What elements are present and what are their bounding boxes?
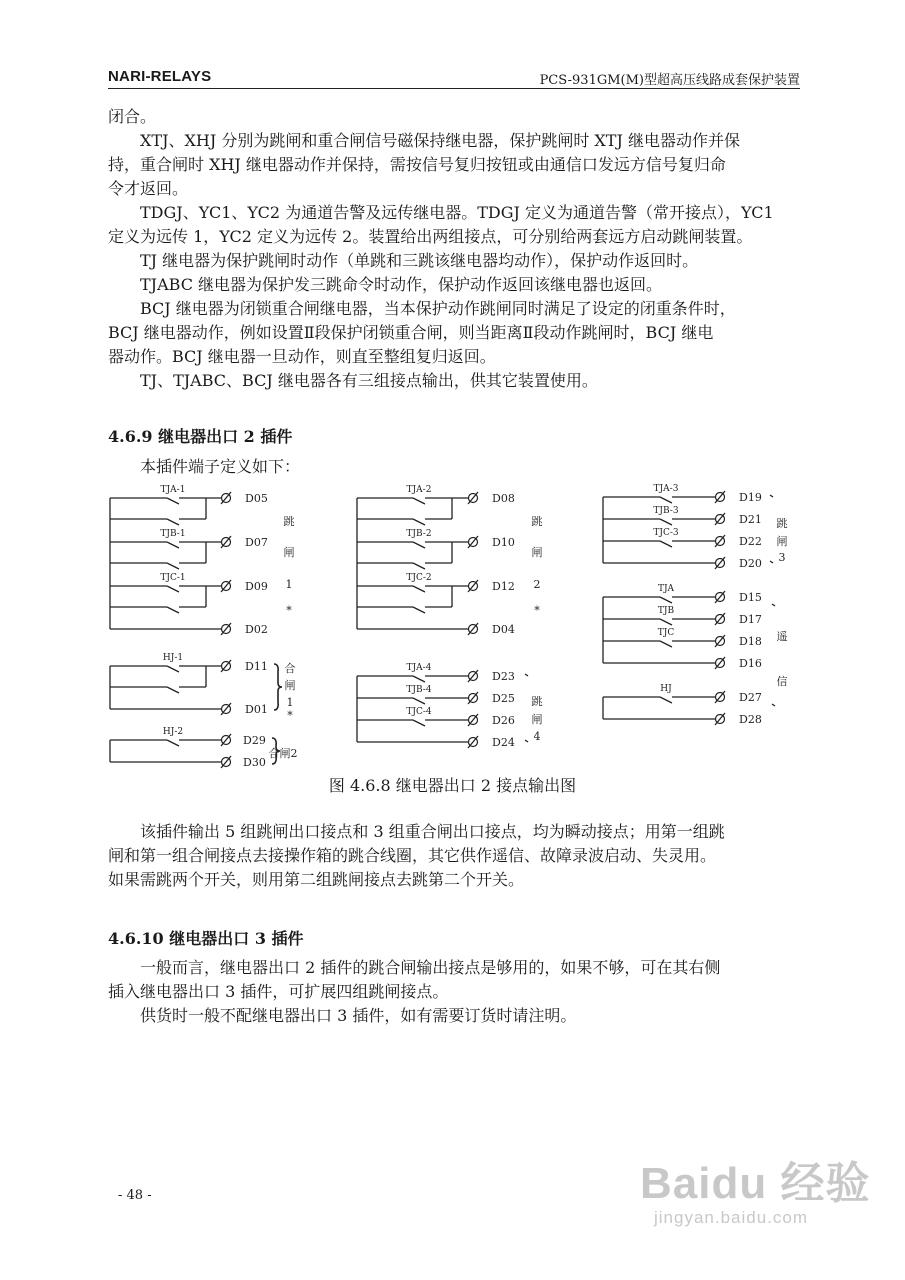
contact-blade — [413, 676, 425, 682]
common-terminal-label: D30 — [243, 756, 266, 769]
paragraph-line: 该插件输出 5 组跳闸出口接点和 3 组重合闸出口接点，均为瞬动接点；用第一组跳 — [140, 822, 725, 841]
contact-blade — [413, 720, 425, 726]
watermark-brand: Baidu 经验 — [640, 1159, 871, 1208]
terminal-label: D11 — [245, 660, 268, 673]
contact-blade — [660, 697, 672, 703]
group-side-label: 信 — [776, 675, 788, 688]
group-side-label: 1 — [286, 696, 294, 709]
terminal-label: D07 — [245, 536, 268, 549]
paragraph-line: 器动作。BCJ 继电器一旦动作，则直至整组复归返回。 — [108, 347, 496, 366]
group-side-label: 4 — [533, 730, 541, 743]
group-side-label: 2 — [533, 578, 541, 591]
group-side-label: * — [286, 604, 292, 617]
group-side-label: 合闸2 — [268, 747, 298, 760]
paragraph-line: TJ、TJABC、BCJ 继电器各有三组接点输出，供其它装置使用。 — [140, 371, 598, 390]
contact-blade — [167, 740, 179, 746]
terminal-label: D26 — [492, 714, 515, 727]
header-document-title: PCS-931GM(M)型超高压线路成套保护装置 — [539, 73, 800, 88]
terminal-label: D15 — [739, 591, 762, 604]
terminal-label: D09 — [245, 580, 268, 593]
section-4-6-10-paragraphs — [108, 956, 808, 1028]
contact-group-close-2 — [110, 727, 298, 769]
group-side-label: 闸 — [531, 546, 543, 559]
contact-group-trip-2 — [357, 485, 543, 636]
group-side-label: 闸 — [776, 535, 788, 548]
figure-caption: 图 4.6.8 继电器出口 2 接点输出图 — [328, 776, 577, 795]
paragraph-line: 闸和第一组合闸接点去接操作箱的跳合线圈，其它供作遥信、故障录波启动、失灵用。 — [108, 846, 717, 865]
intro-line: 本插件端子定义如下： — [140, 457, 301, 476]
common-terminal-label: D04 — [492, 623, 515, 636]
terminal-label: D18 — [739, 635, 762, 648]
group-side-label: * — [534, 604, 540, 617]
paragraph-line: BCJ 继电器动作，例如设置Ⅱ段保护闭锁重合闸，则当距离Ⅱ段动作跳闸时，BCJ 继电 — [108, 323, 714, 342]
tick-mark — [525, 674, 528, 676]
common-terminal-label: D01 — [245, 703, 268, 716]
common-terminal-label: D02 — [245, 623, 268, 636]
terminal-label: D10 — [492, 536, 515, 549]
common-terminal-label: D28 — [739, 713, 762, 726]
group-side-label: 跳 — [776, 517, 788, 530]
contact-blade — [167, 519, 179, 525]
paragraph-line: TJ 继电器为保护跳闸时动作（单跳和三跳该继电器均动作），保护动作返回时。 — [140, 251, 699, 270]
contact-blade — [413, 542, 425, 548]
group-side-label: 闸 — [284, 679, 296, 692]
common-terminal-label: D24 — [492, 736, 515, 749]
tick-mark — [772, 704, 775, 706]
terminal-label: D05 — [245, 492, 268, 505]
contact-label: TJB-1 — [160, 529, 186, 539]
contact-group-telesignal-trip — [603, 584, 788, 670]
paragraph-line: TDGJ、YC1、YC2 为通道告警及远传继电器。TDGJ 定义为通道告警（常开接点），YC1 — [140, 203, 774, 222]
contact-blade — [660, 497, 672, 503]
paragraph-line: 插入继电器出口 3 插件，可扩展四组跳闸接点。 — [108, 982, 449, 1001]
paragraph-line: 供货时一般不配继电器出口 3 插件，如有需要订货时请注明。 — [140, 1006, 577, 1025]
tick-mark — [770, 561, 773, 563]
terminal-label: D08 — [492, 492, 515, 505]
terminal-label: D22 — [739, 535, 762, 548]
group-side-label: 3 — [778, 551, 786, 564]
contact-label: TJA-1 — [160, 485, 186, 495]
group-side-label: 跳 — [531, 695, 543, 708]
paragraph-line: TJABC 继电器为保护发三跳命令时动作，保护动作返回该继电器也返回。 — [140, 275, 663, 294]
contact-blade — [167, 542, 179, 548]
contact-label: TJB-4 — [406, 685, 432, 695]
contact-label: TJB-2 — [406, 529, 432, 539]
terminal-label: D25 — [492, 692, 515, 705]
terminal-label: D12 — [492, 580, 515, 593]
contact-label: TJB-3 — [653, 506, 679, 516]
terminal-label: D21 — [739, 513, 762, 526]
terminal-label: D23 — [492, 670, 515, 683]
contact-label: TJC-1 — [160, 573, 186, 583]
contact-label: TJC — [657, 628, 675, 638]
contact-blade — [660, 619, 672, 625]
contact-label: HJ — [660, 684, 672, 694]
tick-mark — [525, 740, 528, 742]
contact-label: HJ-2 — [162, 727, 184, 737]
contact-blade — [660, 541, 672, 547]
contact-label: HJ-1 — [162, 653, 184, 663]
group-side-label: 跳 — [283, 515, 295, 528]
group-side-label: 跳 — [531, 515, 543, 528]
terminal-label: D27 — [739, 691, 762, 704]
paragraph-line: BCJ 继电器为闭锁重合闸继电器，当本保护动作跳闸同时满足了设定的闭重条件时， — [140, 299, 736, 318]
contact-label: TJA-3 — [653, 484, 679, 494]
common-terminal-label: D20 — [739, 557, 762, 570]
terminal-label: D29 — [243, 734, 266, 747]
terminal-label: D17 — [739, 613, 762, 626]
contact-blade — [167, 498, 179, 504]
contact-label: TJB — [657, 606, 675, 616]
contact-label: TJA-2 — [406, 485, 432, 495]
contact-label: TJC-3 — [653, 528, 679, 538]
contact-blade — [413, 586, 425, 592]
contact-label: TJA — [657, 584, 675, 594]
contact-group-telesignal-close — [603, 674, 788, 726]
paragraph-line: 闭合。 — [108, 107, 157, 126]
contact-blade — [413, 698, 425, 704]
terminal-label: D19 — [739, 491, 762, 504]
contact-blade — [413, 607, 425, 613]
contact-group-close-1 — [110, 653, 296, 722]
contact-group-trip-4 — [357, 663, 543, 749]
contact-blade — [660, 641, 672, 647]
contact-label: TJA-4 — [406, 663, 432, 673]
paragraph-line: 如果需跳两个开关，则用第二组跳闸接点去跳第二个开关。 — [108, 870, 525, 889]
page-number: - 48 - — [118, 1188, 152, 1203]
watermark — [640, 1160, 870, 1228]
group-side-label: * — [287, 709, 293, 722]
contact-blade — [413, 563, 425, 569]
contact-blade — [167, 563, 179, 569]
contact-blade — [413, 498, 425, 504]
contact-label: TJC-2 — [406, 573, 432, 583]
contact-group-trip-1 — [110, 485, 295, 636]
common-terminal-label: D16 — [739, 657, 762, 670]
paragraph-line: 持，重合闸时 XHJ 继电器动作并保持，需按信号复归按钮或由通信口发远方信号复归命 — [108, 155, 726, 174]
group-side-label: 闸 — [531, 713, 543, 726]
group-side-label: 闸 — [283, 546, 295, 559]
group-side-label: 1 — [285, 578, 293, 591]
header-brand: NARI-RELAYS — [108, 68, 212, 85]
tick-mark — [772, 604, 775, 606]
contact-blade — [167, 607, 179, 613]
contact-blade — [413, 519, 425, 525]
contact-blade — [167, 586, 179, 592]
tick-mark — [770, 495, 773, 497]
contact-label: TJC-4 — [406, 707, 432, 717]
brace-icon — [274, 664, 282, 710]
contact-blade — [167, 687, 179, 693]
section-heading-4-6-10: 4.6.10 继电器出口 3 插件 — [108, 929, 304, 948]
paragraph-line: XTJ、XHJ 分别为跳闸和重合闸信号磁保持继电器，保护跳闸时 XTJ 继电器动作并保 — [140, 131, 740, 150]
contact-blade — [660, 597, 672, 603]
paragraph-line: 令才返回。 — [108, 179, 189, 198]
contact-blade — [167, 666, 179, 672]
group-side-label: 遥 — [776, 630, 788, 643]
group-side-label: 合 — [284, 662, 296, 675]
paragraph-line: 一般而言，继电器出口 2 插件的跳合闸输出接点是够用的，如果不够，可在其右侧 — [140, 958, 721, 977]
paragraph-line: 定义为远传 1，YC2 定义为远传 2。装置给出两组接点，可分别给两套远方启动跳闸装置。 — [108, 227, 753, 246]
contact-group-trip-3 — [603, 484, 788, 570]
section-heading-4-6-9: 4.6.9 继电器出口 2 插件 — [108, 427, 293, 446]
watermark-url: jingyan.baidu.com — [654, 1208, 809, 1227]
section-4-6-9-paragraph — [108, 820, 808, 892]
contact-blade — [660, 519, 672, 525]
